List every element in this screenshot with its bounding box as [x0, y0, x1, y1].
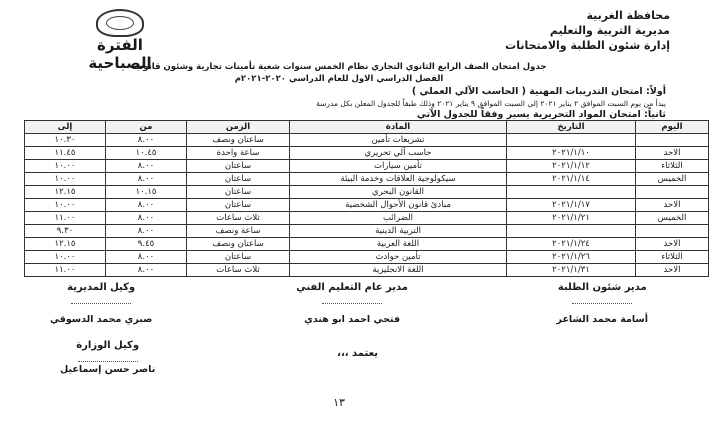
- table-row: [25, 212, 709, 225]
- cell-day: [636, 134, 709, 147]
- table-row: [25, 186, 709, 199]
- cell-day: الخميس: [636, 173, 709, 186]
- cell-subject: مبادئ قانون الأحوال الشخصية: [290, 199, 507, 212]
- table-row: [25, 134, 709, 147]
- cell-subject: الضرائب: [290, 212, 507, 225]
- cell-date: [507, 225, 636, 238]
- schedule-title: جدول امتحان الصف الرابع الثانوي التجاري نظام الخمس سنوات شعبة تأمينات تجارية وشئون قانونية: [131, 62, 547, 72]
- cell-date: [507, 186, 636, 199]
- cell-to: ١٠.٠٠: [25, 251, 106, 264]
- signature-title: مدير عام التعليم الفني: [296, 282, 408, 293]
- approval-text: يعتمد ،،،: [337, 348, 378, 359]
- cell-date: ٢٠٢١/١/٢٦: [507, 251, 636, 264]
- signature-students-affairs: [557, 282, 648, 325]
- table-row: [25, 264, 709, 277]
- section-practical: أولاً: امتحان التدريبات المهنية ( الحاسب الآلي العملي ): [411, 86, 666, 97]
- table-row: [25, 173, 709, 186]
- header-authority: [450, 8, 670, 53]
- cell-from: ٩.٤٥: [106, 238, 187, 251]
- table-header-row: [25, 121, 709, 134]
- cell-from: ٨.٠٠: [106, 212, 187, 225]
- col-to: إلى: [25, 121, 106, 134]
- cell-to: ١١.٠٠: [25, 264, 106, 277]
- table-row: [25, 199, 709, 212]
- cell-subject: تأمين سيارات: [290, 160, 507, 173]
- cell-date: ٢٠٢١/١/١٤: [507, 173, 636, 186]
- schedule-table: [24, 120, 709, 277]
- cell-day: الثلاثاء: [636, 251, 709, 264]
- cell-subject: اللغة الانجليزية: [290, 264, 507, 277]
- signature-name: ناصر حسن إسماعيل: [60, 364, 156, 375]
- col-time: الزمن: [187, 121, 290, 134]
- signature-title: وكيل المديرية: [67, 282, 136, 293]
- cell-date: ٢٠٢١/١/١٠: [507, 147, 636, 160]
- cell-to: ١٢.١٥: [25, 238, 106, 251]
- practical-note: يبدأ من يوم السبت الموافق ٢ يناير ٢٠٢١ إلى السبت الموافق ٩ يناير ٢٠٢١ وذلك طبقاً للجدول المعلن بكل مدرسة: [316, 99, 666, 108]
- signature-name: أسامة محمد الشاعر: [556, 314, 648, 325]
- signature-name: صبري محمد الدسوقي: [50, 314, 153, 325]
- cell-subject: تأمين حوادث: [290, 251, 507, 264]
- col-day: اليوم: [636, 121, 709, 134]
- cell-from: ٨.٠٠: [106, 160, 187, 173]
- cell-day: الاحد: [636, 264, 709, 277]
- cell-day: الاحد: [636, 238, 709, 251]
- cell-day: الاحد: [636, 147, 709, 160]
- cell-day: الخميس: [636, 212, 709, 225]
- cell-date: ٢٠٢١/١/٣١: [507, 264, 636, 277]
- cell-from: ٨.٠٠: [106, 173, 187, 186]
- signature-technical-director: [296, 282, 408, 325]
- term-title: الفصل الدراسي الاول للعام الدراسي ٢٠٢٠-٢٠٢١م: [234, 74, 444, 84]
- governorate: محافظة الغربية: [586, 9, 670, 22]
- cell-day: الثلاثاء: [636, 160, 709, 173]
- cell-from: ١٠.٤٥: [106, 147, 187, 160]
- cell-date: ٢٠٢١/١/٢١: [507, 212, 636, 225]
- signature-deputy-directorate: [50, 282, 152, 325]
- cell-subject: سيكولوجية العلاقات وخدمة البيئة: [290, 173, 507, 186]
- signature-title: وكيل الوزارة: [76, 340, 140, 351]
- col-from: من: [106, 121, 187, 134]
- cell-from: ٨.٠٠: [106, 251, 187, 264]
- cell-time: ساعتان: [187, 199, 290, 212]
- cell-day: [636, 186, 709, 199]
- cell-from: ٨.٠٠: [106, 264, 187, 277]
- cell-time: ساعة ونصف: [187, 225, 290, 238]
- directorate: مديرية التربية والتعليم: [549, 24, 670, 37]
- cell-subject: تشريعات تأمين: [290, 134, 507, 147]
- col-date: التاريخ: [507, 121, 636, 134]
- table-row: [25, 147, 709, 160]
- signature-name: فتحي احمد ابو هندي: [304, 314, 401, 325]
- table-body: [25, 134, 709, 277]
- department: إدارة شئون الطلبة والامتحانات: [505, 39, 670, 52]
- signature-deputy-ministry: [60, 340, 155, 375]
- cell-subject: حاسب آلي تحريري: [290, 147, 507, 160]
- cell-time: ساعتان ونصف: [187, 238, 290, 251]
- table-row: [25, 160, 709, 173]
- cell-subject: القانون البحري: [290, 186, 507, 199]
- cell-date: ٢٠٢١/١/١٧: [507, 199, 636, 212]
- cell-time: ساعتان: [187, 173, 290, 186]
- cell-time: ساعتان: [187, 186, 290, 199]
- cell-time: ساعتان ونصف: [187, 134, 290, 147]
- cell-day: الاحد: [636, 199, 709, 212]
- cell-time: ثلاث ساعات: [187, 212, 290, 225]
- ministry-logo-icon: [96, 9, 144, 37]
- cell-to: ١٠.٣٠: [25, 134, 106, 147]
- cell-time: ساعتان: [187, 251, 290, 264]
- cell-to: ١٠.٠٠: [25, 199, 106, 212]
- cell-day: [636, 225, 709, 238]
- cell-time: ساعة واحدة: [187, 147, 290, 160]
- cell-subject: التربية الدينية: [290, 225, 507, 238]
- cell-date: ٢٠٢١/١/١٢: [507, 160, 636, 173]
- signature-title: مدير شئون الطلبة: [557, 282, 647, 293]
- cell-from: ١٠.١٥: [106, 186, 187, 199]
- page-number: ١٣: [333, 396, 345, 409]
- cell-from: ٨.٠٠: [106, 134, 187, 147]
- signatures: [0, 282, 678, 392]
- cell-to: ١٠.٠٠: [25, 173, 106, 186]
- cell-date: ٢٠٢١/١/٢٤: [507, 238, 636, 251]
- cell-to: ٩.٣٠: [25, 225, 106, 238]
- col-subject: المادة: [290, 121, 507, 134]
- cell-time: ثلاث ساعات: [187, 264, 290, 277]
- cell-to: ١١.٤٥: [25, 147, 106, 160]
- cell-from: ٨.٠٠: [106, 199, 187, 212]
- cell-time: ساعتان: [187, 160, 290, 173]
- table-row: [25, 238, 709, 251]
- cell-to: ١٠.٠٠: [25, 160, 106, 173]
- cell-date: [507, 134, 636, 147]
- table-row: [25, 225, 709, 238]
- period-title: الفترة الصباحية: [88, 36, 152, 72]
- cell-to: ١٢.١٥: [25, 186, 106, 199]
- section-written: ثانياً: امتحان المواد التحريرية يسير وفقاً للجدول الآتي: [416, 109, 666, 120]
- cell-from: ٨.٠٠: [106, 225, 187, 238]
- cell-subject: اللغة العربية: [290, 238, 507, 251]
- cell-to: ١١.٠٠: [25, 212, 106, 225]
- table-row: [25, 251, 709, 264]
